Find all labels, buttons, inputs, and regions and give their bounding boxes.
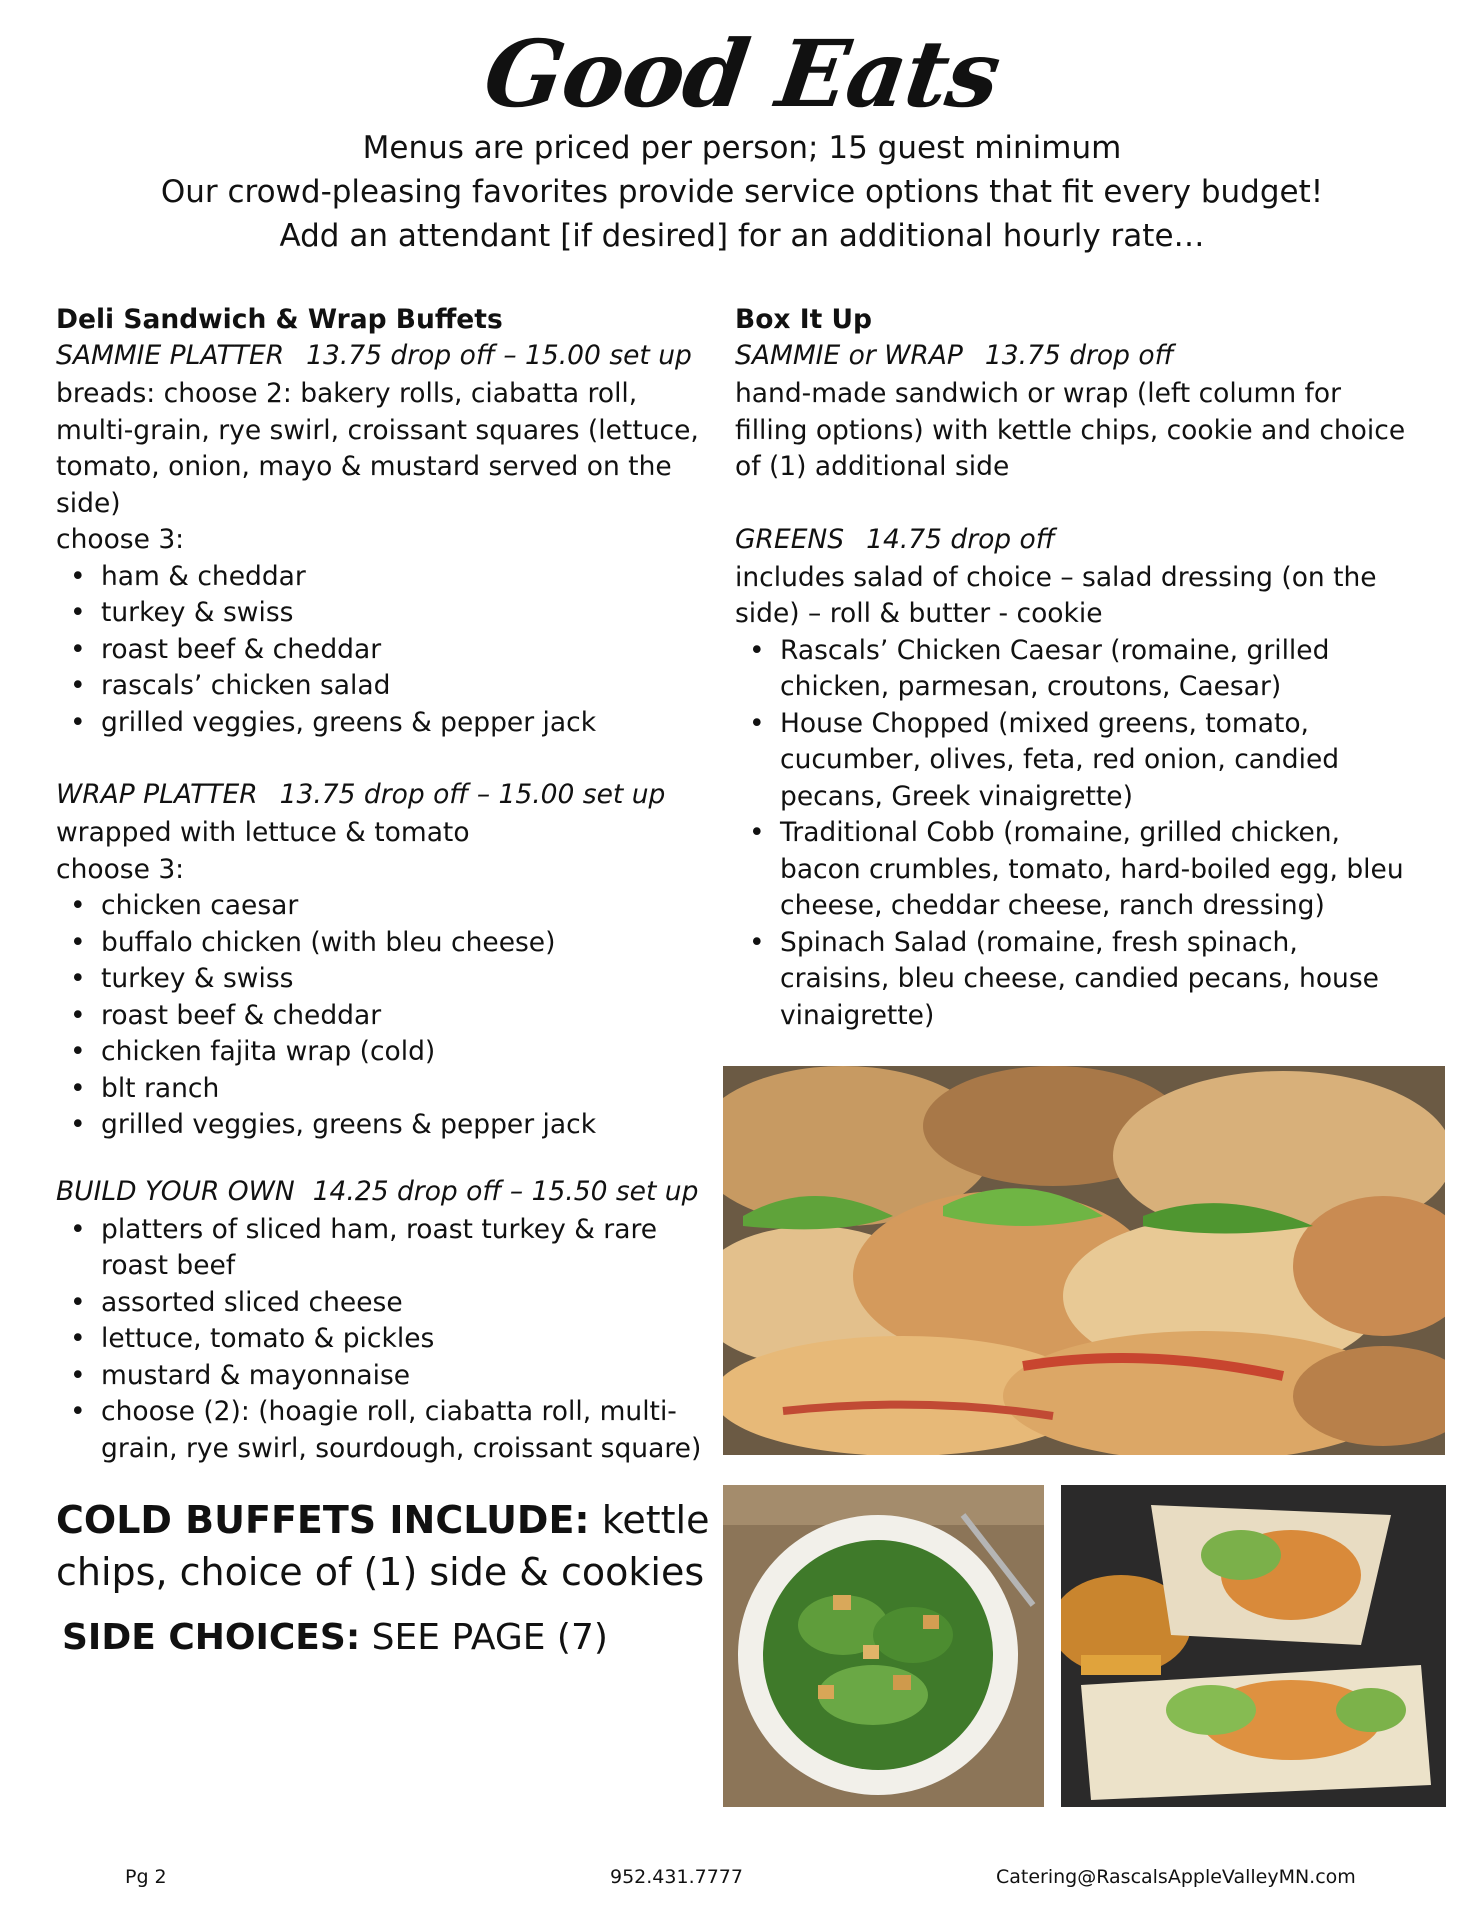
sammie-options-list (56, 559, 716, 742)
item-price: 14.25 drop off – 15.50 set up (312, 1175, 699, 1207)
list-item: • turkey & swiss (56, 961, 716, 998)
list-item: • Spinach Salad (romaine, fresh spinach, craisins, bleu cheese, candied pecans, house vinaigrette) (749, 926, 1379, 1031)
item-name: SAMMIE PLATTER (56, 340, 285, 371)
bullet-icon: • (70, 1396, 86, 1427)
cold-buffets-text: kettle chips, choice of (1) side & cookies (56, 1498, 710, 1594)
list-item: • Rascals’ Chicken Caesar (romaine, grilled chicken, parmesan, croutons, Caesar) (749, 634, 1330, 702)
bullet-icon: • (70, 963, 86, 994)
email-address: Catering@RascalsAppleValleyMN.com (996, 1866, 1356, 1888)
intro-line: Add an attendant [if desired] for an additional hourly rate… (279, 218, 1205, 254)
list-item: • assorted sliced cheese (56, 1285, 716, 1322)
list-item: • turkey & swiss (56, 595, 716, 632)
item-price: 13.75 drop off – 15.00 set up (279, 779, 666, 810)
intro-line: Our crowd-pleasing favorites provide service options that fit every budget! (160, 174, 1324, 210)
list-item: • rascals’ chicken salad (56, 668, 716, 705)
bullet-icon: • (70, 1359, 86, 1391)
side-choices-lead: SIDE CHOICES: (62, 1617, 361, 1658)
bullet-icon: • (70, 597, 86, 628)
cold-buffets-note (56, 1494, 716, 1598)
list-item: • chicken fajita wrap (cold) (56, 1034, 716, 1071)
bullet-icon: • (70, 1036, 86, 1067)
list-item: • blt ranch (56, 1071, 716, 1108)
intro-line: Menus are priced per person; 15 guest minimum (362, 130, 1122, 166)
intro-text (0, 126, 1484, 258)
greens-heading (735, 522, 1415, 558)
bullet-icon: • (70, 1213, 86, 1245)
choose-label: choose 3: (56, 524, 185, 555)
list-item: • chicken caesar (56, 888, 716, 925)
item-description: includes salad of choice – salad dressing (on the side) – roll & butter - cookie (735, 561, 1377, 629)
item-description: hand-made sandwich or wrap (left column for filling options) with kettle chips, cookie and choice of (1) additional side (735, 378, 1406, 482)
greens-options-list (735, 633, 1415, 1035)
phone-number: 952.431.7777 (610, 1866, 743, 1888)
item-description: breads: choose 2: bakery rolls, ciabatta roll, multi-grain, rye swirl, croissant squares (lettuce, tomato, onion, mayo & mustard served on the side) (56, 378, 699, 519)
bullet-icon: • (70, 1109, 86, 1140)
box-it-up-section (735, 302, 1415, 1034)
item-price: 14.75 drop off (866, 523, 1055, 555)
wrap-options-list (56, 888, 716, 1144)
side-choices-note (62, 1614, 722, 1662)
section-heading: Box It Up (735, 304, 872, 335)
bullet-icon: • (70, 633, 86, 665)
bullet-icon: • (749, 707, 765, 739)
build-your-own-list (56, 1212, 716, 1468)
bullet-icon: • (70, 926, 86, 958)
list-item: • lettuce, tomato & pickles (56, 1321, 716, 1358)
list-item: • platters of sliced ham, roast turkey & rare roast beef (70, 1213, 658, 1281)
list-item: • ham & cheddar (56, 559, 716, 596)
bullet-icon: • (70, 670, 86, 701)
list-item: • grilled veggies, greens & pepper jack (56, 1107, 716, 1144)
sammie-or-wrap-heading (735, 338, 1415, 374)
deli-buffets-section (56, 302, 716, 1467)
side-choices-text: SEE PAGE (7) (360, 1617, 608, 1658)
item-name: WRAP PLATTER (56, 779, 258, 810)
caesar-salad-photo (723, 1485, 1044, 1807)
list-item: • grilled veggies, greens & pepper jack (56, 705, 716, 742)
choose-label: choose 3: (56, 853, 185, 885)
item-price: 13.75 drop off (984, 340, 1174, 371)
item-name: GREENS (735, 523, 845, 555)
item-description: wrapped with lettuce & tomato (56, 817, 470, 848)
chicken-wrap-photo (1061, 1485, 1446, 1807)
item-name: BUILD YOUR OWN (56, 1175, 295, 1207)
page-number: Pg 2 (125, 1866, 167, 1888)
bullet-icon: • (749, 634, 765, 666)
bullet-icon: • (70, 560, 86, 592)
list-item: • choose (2): (hoagie roll, ciabatta roll, multi-grain, rye swirl, sourdough, croissant square) (70, 1396, 702, 1464)
bullet-icon: • (70, 1072, 86, 1104)
sandwich-platter-photo (723, 1066, 1445, 1455)
page-title: Good Eats (478, 20, 1006, 128)
bullet-icon: • (70, 890, 86, 921)
bullet-icon: • (70, 1323, 86, 1354)
bullet-icon: • (70, 999, 86, 1031)
wrap-platter-heading (56, 777, 716, 813)
list-item: • Traditional Cobb (romaine, grilled chicken, bacon crumbles, tomato, hard-boiled egg, bleu cheese, cheddar cheese, ranch dressing) (749, 817, 1404, 921)
bullet-icon: • (70, 1286, 86, 1318)
item-price: 13.75 drop off – 15.00 set up (306, 340, 692, 371)
list-item: • roast beef & cheddar (56, 998, 716, 1035)
build-your-own-heading (56, 1174, 716, 1210)
bullet-icon: • (749, 926, 765, 958)
sammie-platter-heading (56, 338, 716, 374)
bullet-icon: • (70, 706, 86, 738)
section-heading: Deli Sandwich & Wrap Buffets (56, 304, 503, 335)
list-item: • mustard & mayonnaise (56, 1358, 716, 1395)
item-name: SAMMIE or WRAP (735, 340, 963, 371)
bullet-icon: • (749, 817, 765, 848)
list-item: • roast beef & cheddar (56, 632, 716, 669)
list-item: • buffalo chicken (with bleu cheese) (56, 925, 716, 962)
list-item: • House Chopped (mixed greens, tomato, cucumber, olives, feta, red onion, candied pecans, Greek vinaigrette) (749, 707, 1340, 812)
cold-buffets-lead: COLD BUFFETS INCLUDE: (56, 1498, 590, 1542)
